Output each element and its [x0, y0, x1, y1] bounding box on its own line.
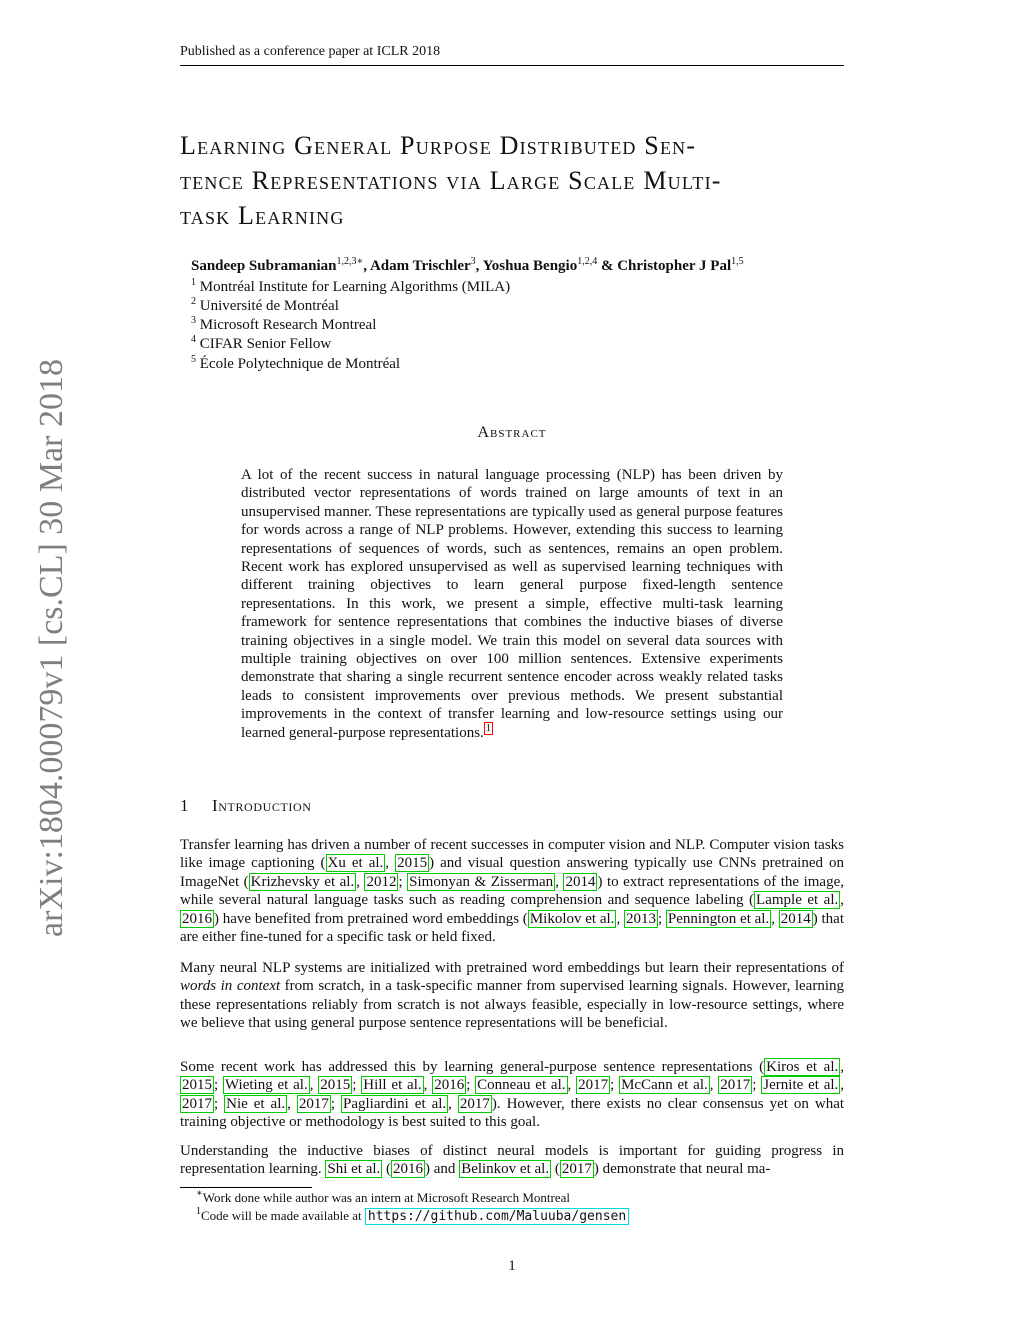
paragraph-text: ) to extract representations of the image, while several natural language tasks such as reading comprehension and sequence labeling (	[180, 873, 844, 909]
citation-separator: ;	[752, 1077, 762, 1094]
abstract-heading: Abstract	[477, 424, 547, 441]
paragraph-text: ). However, there exists no clear consensus yet on what training objective or methodology is best suited to this goal.	[180, 1095, 845, 1131]
citation-separator: ,	[309, 1077, 319, 1094]
affiliation-number: 5	[191, 354, 196, 365]
intro-paragraph-1	[180, 836, 844, 946]
citation-separator: ,	[423, 1077, 433, 1094]
abstract-body	[241, 466, 783, 742]
author-star: ∗	[356, 256, 364, 267]
citation-link[interactable]: 2016	[393, 1161, 424, 1178]
citation-link[interactable]: 2016	[182, 910, 212, 927]
affiliation-name: Montréal Institute for Learning Algorithms (MILA)	[199, 279, 511, 295]
citation-link[interactable]: Kiros et al.	[766, 1059, 839, 1075]
author-separator: ,	[475, 258, 483, 274]
arxiv-stamp: arXiv:1804.00079v1 [cs.CL] 30 Mar 2018	[33, 359, 70, 937]
affiliation	[191, 356, 400, 373]
citation-separator: ;	[610, 1077, 620, 1094]
citation-link[interactable]: 2016	[434, 1077, 465, 1094]
citation-link[interactable]: Hill et al.	[363, 1077, 422, 1094]
title-line: Learning General Purpose Distributed Sen-	[180, 131, 697, 160]
citation-separator: ,	[709, 1077, 719, 1094]
section-heading	[180, 796, 312, 816]
citation-link[interactable]: 2017	[578, 1077, 609, 1094]
author-separator: ,	[363, 258, 370, 274]
affiliation	[191, 298, 339, 315]
citation-separator: ;	[352, 1077, 362, 1094]
citation-separator: ;	[214, 1077, 223, 1094]
paragraph-text: ) and	[425, 1161, 460, 1178]
citation-link[interactable]: 2017	[459, 1095, 490, 1112]
footnote	[196, 1190, 570, 1206]
citation-link[interactable]: Jernite et al.	[763, 1077, 839, 1094]
citation-separator: ;	[214, 1095, 225, 1112]
author-affil-sup: 1,2,4	[577, 256, 598, 267]
citation-separator: ,	[771, 910, 779, 927]
footnote-mark: 1	[196, 1206, 201, 1217]
citation-link[interactable]: Shi et al.	[327, 1161, 381, 1178]
footnote	[196, 1208, 629, 1224]
citation-link[interactable]: 2017	[182, 1095, 212, 1112]
citation-separator: ,	[567, 1077, 577, 1094]
section-number: 1	[180, 796, 189, 815]
citation-separator: ,	[840, 1077, 845, 1094]
citation-separator: ,	[356, 873, 365, 890]
intro-paragraph-3	[180, 1058, 844, 1132]
citation-link[interactable]: 2017	[561, 1161, 592, 1178]
footnote-mark: ∗	[196, 1188, 203, 1199]
citation-link[interactable]: Wieting et al.	[224, 1077, 308, 1094]
citation-link[interactable]: Mikolov et al.	[529, 910, 615, 927]
title-line: tence Representations via Large Scale Multi-	[180, 166, 722, 195]
affiliation-number: 4	[191, 334, 196, 345]
citation-separator: ,	[385, 855, 396, 872]
author-name: Yoshua Bengio	[482, 258, 578, 274]
affiliation	[191, 279, 510, 296]
paragraph-text: ) demonstrate that neural ma-	[593, 1161, 771, 1178]
code-url-link[interactable]: https://github.com/Maluuba/gensen	[365, 1208, 629, 1225]
intro-paragraph-4	[180, 1142, 844, 1179]
affiliation-name: CIFAR Senior Fellow	[199, 336, 332, 352]
citation-separator: ;	[657, 910, 666, 927]
citation-link[interactable]: McCann et al.	[621, 1077, 708, 1094]
author-separator: &	[597, 258, 618, 274]
citation-separator: (	[551, 1161, 560, 1178]
citation-separator: ,	[840, 1059, 845, 1075]
affiliation-name: Microsoft Research Montreal	[199, 317, 377, 333]
author-list	[191, 258, 744, 275]
citation-link[interactable]: 2014	[565, 873, 596, 890]
intro-paragraph-2	[180, 959, 844, 1033]
citation-separator: ,	[616, 910, 624, 927]
citation-link[interactable]: Xu et al.	[327, 855, 384, 872]
affiliation-number: 2	[191, 296, 196, 307]
citation-separator: ;	[330, 1095, 341, 1112]
citation-link[interactable]: Pagliardini et al.	[343, 1095, 447, 1112]
author-name: Christopher J Pal	[617, 258, 732, 274]
paper-title	[180, 128, 844, 233]
citation-link[interactable]: Belinkov et al.	[461, 1161, 550, 1178]
citation-link[interactable]: 2015	[320, 1077, 351, 1094]
footnote-link[interactable]: 1	[485, 722, 491, 734]
citation-link[interactable]: Nie et al.	[226, 1095, 286, 1112]
affiliation-number: 3	[191, 315, 196, 326]
citation-separator: ,	[287, 1095, 297, 1112]
citation-link[interactable]: Krizhevsky et al.	[250, 873, 355, 890]
citation-link[interactable]: Lample et al.	[756, 892, 839, 909]
affiliation-name: École Polytechnique de Montréal	[199, 356, 401, 372]
paragraph-text: ) that are either fine-tuned for a specific task or held fixed.	[180, 910, 845, 946]
author-name: Adam Trischler	[369, 258, 471, 274]
header-rule	[180, 65, 844, 66]
affiliation-name: Université de Montréal	[199, 298, 339, 314]
citation-link[interactable]: Pennington et al.	[667, 910, 770, 927]
citation-link[interactable]: 2017	[720, 1077, 751, 1094]
title-line: task Learning	[180, 201, 345, 230]
citation-link[interactable]: 2012	[366, 873, 397, 890]
citation-link[interactable]: 2014	[780, 910, 811, 927]
paragraph-text: Transfer learning has driven a number of recent successes in computer vision and NLP. Computer vision tasks like image captioning (	[180, 837, 844, 872]
citation-separator: ;	[398, 873, 408, 890]
citation-link[interactable]: 2015	[182, 1077, 212, 1094]
page-number: 1	[508, 1258, 516, 1274]
affiliation-number: 1	[191, 277, 196, 288]
citation-separator: ,	[840, 892, 844, 909]
citation-link[interactable]: Conneau et al.	[477, 1077, 566, 1094]
author-affil-sup: 1,5	[731, 256, 744, 267]
citation-separator: (	[382, 1161, 392, 1178]
citation-link[interactable]: 2015	[397, 855, 428, 872]
author-name: Sandeep Subramanian	[191, 258, 337, 274]
section-title: Introduction	[212, 796, 312, 815]
citation-separator: ,	[448, 1095, 458, 1112]
abstract-text: A lot of the recent success in natural language processing (NLP) has been driven by distributed vector representations of words trained on large amounts of text in an unsupervised manner. These representations are typically used as general purpose features for words across a range of NLP problems. However, extending this success to learning representations of sequences of words, such as sentences, remains an open problem. Recent work has explored unsupervised as well as supervised learning techniques with different training objectives to learn general purpose fixed-length sentence representations. In this work, we present a simple, effective multi-task learning framework for sentence representations that combines the inductive biases of diverse training objectives in a single model. We train this model on several data sources with multiple training objectives on over 100 million sentences. Extensive experiments demonstrate that sharing a single recurrent sentence encoder across weakly related tasks leads to consistent improvements over previous methods. We present substantial improvements in the context of transfer learning and low-resource settings using our learned general-purpose representations.	[241, 467, 783, 741]
paragraph-text: ) have benefited from pretrained word embeddings (	[214, 910, 528, 927]
paragraph-text: ) and visual question answering typically use CNNs pretrained on ImageNet (	[180, 855, 845, 890]
citation-link[interactable]: Simonyan & Zisserman	[409, 873, 554, 890]
citation-separator: ,	[555, 873, 564, 890]
citation-separator: ;	[466, 1077, 476, 1094]
footnote-text: Work done while author was an intern at Microsoft Research Montreal	[202, 1190, 570, 1205]
emphasis-text: words in context	[180, 978, 281, 995]
paragraph-text: Some recent work has addressed this by learning general-purpose sentence representations (	[180, 1059, 765, 1075]
running-header: Published as a conference paper at ICLR 2018	[180, 44, 441, 59]
affiliation	[191, 317, 376, 334]
affiliation	[191, 336, 331, 353]
citation-link[interactable]: 2017	[298, 1095, 329, 1112]
paragraph-text: Understanding the inductive biases of distinct neural models is important for guiding progress in representation learning.	[180, 1143, 844, 1178]
author-affil-sup: 3	[470, 256, 476, 267]
citation-link[interactable]: 2013	[625, 910, 656, 927]
footnote-text: Code will be made available at	[201, 1208, 365, 1223]
author-affil-sup: 1,2,3	[336, 256, 357, 267]
paragraph-text: from scratch, in a task-specific manner from supervised learning signals. However, learning these representations reliably from scratch is not always feasible, especially in low-resource settings, where we believe that using general purpose sentence representations will be beneficial.	[180, 978, 844, 1032]
paragraph-text: Many neural NLP systems are initialized with pretrained word embeddings but learn their representations of	[180, 960, 844, 976]
